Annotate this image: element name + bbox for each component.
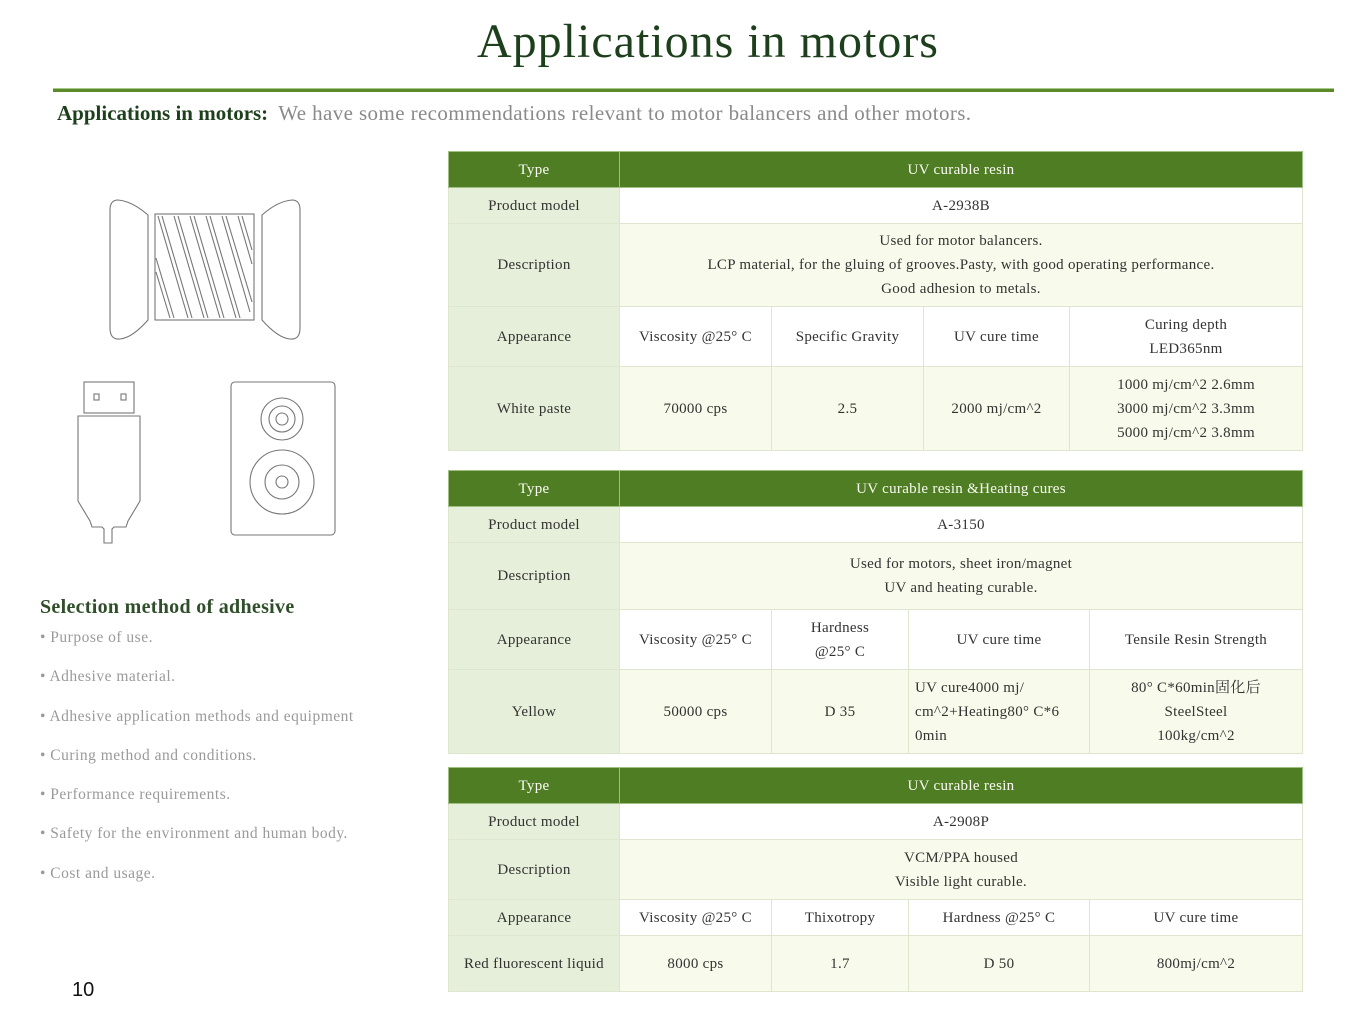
property-value: 2000 mj/cm^2: [924, 367, 1070, 451]
selection-title: Selection method of adhesive: [40, 596, 295, 618]
property-header-row: [449, 610, 1303, 670]
selection-item: • Cost and usage.: [40, 864, 156, 882]
property-header: Viscosity @25° C: [620, 307, 772, 367]
property-header: Appearance: [449, 307, 620, 367]
type-row: [449, 152, 1303, 188]
property-value: 1000 mj/cm^2 2.6mm 3000 mj/cm^2 3.3mm 5000 mj/cm^2 3.8mm: [1070, 367, 1303, 451]
selection-item: • Performance requirements.: [40, 786, 231, 804]
property-header-row: [449, 307, 1303, 367]
property-value: 800mj/cm^2: [1090, 936, 1303, 992]
selection-item: • Purpose of use.: [40, 629, 153, 646]
description-label: Description: [449, 224, 620, 307]
type-value: UV curable resin: [620, 152, 1303, 188]
type-row: [449, 471, 1303, 507]
property-value: White paste: [449, 367, 620, 451]
usb-plug-icon: [76, 381, 144, 545]
property-value-row: [449, 936, 1303, 992]
speaker-icon: [229, 381, 337, 537]
property-value: D 35: [772, 670, 909, 754]
model-value: A-2908P: [620, 804, 1303, 840]
description-row: [449, 543, 1303, 610]
description-line: LCP material, for the gluing of grooves.Pasty, with good operating performance.: [707, 257, 1215, 273]
description-row: [449, 224, 1303, 307]
description-line: VCM/PPA housed: [903, 849, 1019, 866]
description-value: [620, 840, 1303, 900]
property-header: Thixotropy: [772, 900, 909, 936]
type-value: UV curable resin: [620, 768, 1303, 804]
intro-lead: Applications in motors:: [57, 101, 269, 125]
intro-text: We have some recommendations relevant to motor balancers and other motors.: [278, 101, 972, 125]
property-header: Specific Gravity: [772, 307, 924, 367]
page-number: 10: [72, 979, 95, 1001]
property-value: UV cure4000 mj/ cm^2+Heating80° C*6 0min: [909, 670, 1090, 754]
property-header-row: [449, 900, 1303, 936]
property-value: 70000 cps: [620, 367, 772, 451]
page-title: Applications in motors: [477, 15, 939, 68]
type-label: Type: [449, 768, 620, 804]
property-header: Hardness @25° C: [772, 610, 909, 670]
selection-item: • Curing method and conditions.: [40, 746, 257, 764]
model-value: A-2938B: [620, 188, 1303, 224]
property-value-row: [449, 367, 1303, 451]
description-value: [620, 224, 1303, 307]
property-header: Viscosity @25° C: [620, 610, 772, 670]
property-header: Appearance: [449, 900, 620, 936]
type-value: UV curable resin &Heating cures: [620, 471, 1303, 507]
property-value: Red fluorescent liquid: [449, 936, 620, 992]
selection-list: [40, 628, 354, 903]
selection-item: • Adhesive material.: [40, 668, 176, 686]
description-value: [620, 543, 1303, 610]
selection-item: • Adhesive application methods and equipment: [40, 707, 354, 725]
property-header: UV cure time: [1090, 900, 1303, 936]
property-value: 2.5: [772, 367, 924, 451]
property-header: Hardness @25° C: [909, 900, 1090, 936]
description-line: Used for motor balancers.: [879, 233, 1043, 249]
model-label: Product model: [449, 804, 620, 840]
model-row: [449, 804, 1303, 840]
property-header: Viscosity @25° C: [620, 900, 772, 936]
type-row: [449, 768, 1303, 804]
property-value: 1.7: [772, 936, 909, 992]
title-divider: [53, 88, 1334, 92]
coil-spool-icon: [108, 198, 302, 342]
property-header: UV cure time: [909, 610, 1090, 670]
description-line: UV and heating curable.: [884, 580, 1038, 596]
description-line: Used for motors, sheet iron/magnet: [849, 556, 1073, 572]
property-header: Curing depth LED365nm: [1070, 307, 1303, 367]
property-header: Tensile Resin Strength: [1090, 610, 1303, 670]
intro-line: [57, 101, 971, 126]
description-row: [449, 840, 1303, 900]
property-value: Yellow: [449, 670, 620, 754]
type-label: Type: [449, 152, 620, 188]
description-line: Visible light curable.: [895, 873, 1027, 890]
property-header: Appearance: [449, 610, 620, 670]
type-label: Type: [449, 471, 620, 507]
description-label: Description: [449, 840, 620, 900]
model-value: A-3150: [620, 507, 1303, 543]
property-value: D 50: [909, 936, 1090, 992]
product-table-a2938b: [448, 151, 1303, 451]
property-value: 50000 cps: [620, 670, 772, 754]
product-table-a2908p: [448, 767, 1303, 992]
property-value-row: [449, 670, 1303, 754]
model-label: Product model: [449, 507, 620, 543]
property-header: UV cure time: [924, 307, 1070, 367]
property-value: 8000 cps: [620, 936, 772, 992]
model-row: [449, 507, 1303, 543]
selection-item: • Safety for the environment and human body.: [40, 825, 348, 843]
model-row: [449, 188, 1303, 224]
property-value: 80° C*60min固化后 SteelSteel 100kg/cm^2: [1090, 670, 1303, 754]
description-label: Description: [449, 543, 620, 610]
product-table-a3150: [448, 470, 1303, 754]
model-label: Product model: [449, 188, 620, 224]
description-line: Good adhesion to metals.: [881, 281, 1041, 297]
